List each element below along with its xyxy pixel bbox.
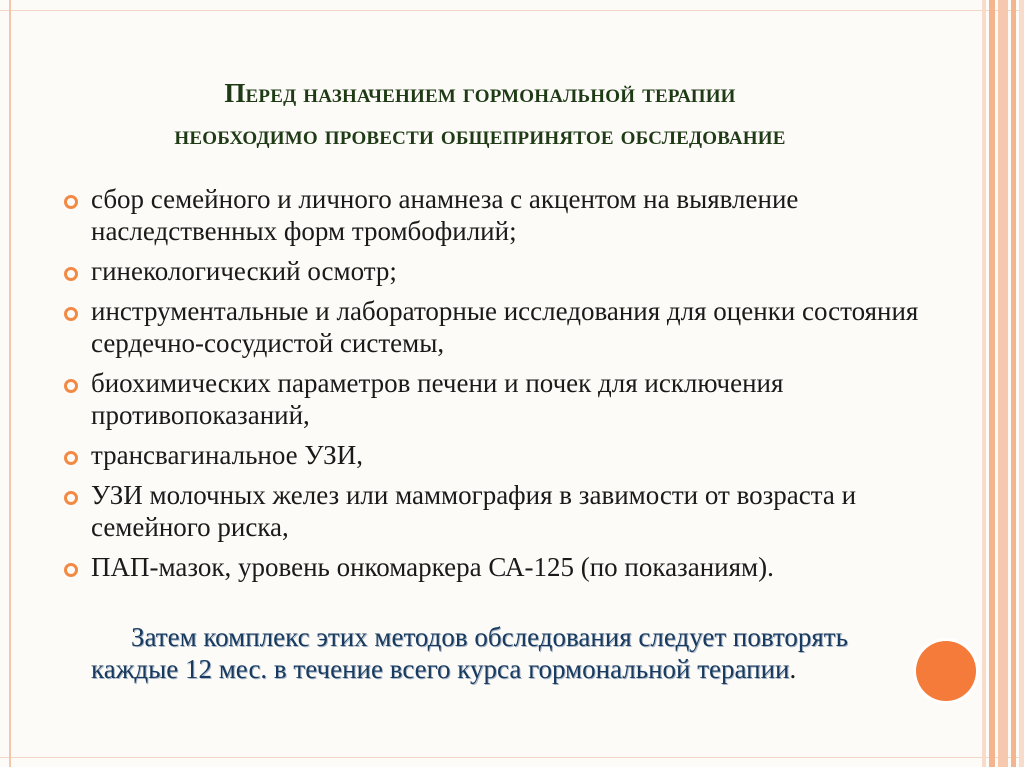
summary-note <box>91 621 871 685</box>
orange-ring-bullet-icon <box>64 379 78 393</box>
summary-note-end: . <box>789 654 797 684</box>
frame-bottom-line <box>0 757 1024 758</box>
orange-circle-decoration <box>916 641 976 701</box>
summary-note-text: Затем комплекс этих методов обследования следует повторять каждые 12 мес. в течение всего курса гормональной терапии <box>91 622 848 684</box>
slide-title <box>30 72 930 156</box>
orange-ring-bullet-icon <box>64 267 78 281</box>
stripe <box>1019 0 1024 767</box>
list-item-text: инструментальные и лабораторные исследования для оценки состояния сердечно-сосудистой системы, <box>91 296 919 358</box>
list-item-text: УЗИ молочных желез или маммография в завимости от возраста и семейного риска, <box>91 480 857 542</box>
orange-ring-bullet-icon <box>64 563 78 577</box>
frame-top-line <box>0 10 1024 11</box>
stripe <box>982 0 986 767</box>
list-item <box>64 551 924 583</box>
orange-ring-bullet-icon <box>64 491 78 505</box>
list-item-text: ПАП-мазок, уровень онкомаркера СА-125 (по показаниям). <box>91 552 774 582</box>
list-item <box>64 183 924 247</box>
list-item-text: биохимических параметров печени и почек для исключения противопоказаний, <box>91 368 784 430</box>
frame-left-line <box>9 0 11 767</box>
list-item-text: сбор семейного и личного анамнеза с акцентом на выявление наследственных форм тромбофилий; <box>91 184 799 246</box>
bullet-list <box>64 183 924 591</box>
stripe <box>998 0 1008 767</box>
list-item <box>64 367 924 431</box>
list-item <box>64 255 924 287</box>
list-item <box>64 439 924 471</box>
orange-ring-bullet-icon <box>64 451 78 465</box>
right-decorative-stripes <box>982 0 1024 767</box>
slide-title-line-2: необходимо провести общепринятое обследование <box>174 120 786 150</box>
orange-ring-bullet-icon <box>64 307 78 321</box>
stripe <box>1011 0 1016 767</box>
list-item-text: трансвагинальное УЗИ, <box>91 440 363 470</box>
slide-title-line-1: Перед назначением гормональной терапии <box>224 78 736 108</box>
stripe <box>989 0 995 767</box>
list-item-text: гинекологический осмотр; <box>91 256 397 286</box>
list-item <box>64 479 924 543</box>
list-item <box>64 295 924 359</box>
orange-ring-bullet-icon <box>64 195 78 209</box>
